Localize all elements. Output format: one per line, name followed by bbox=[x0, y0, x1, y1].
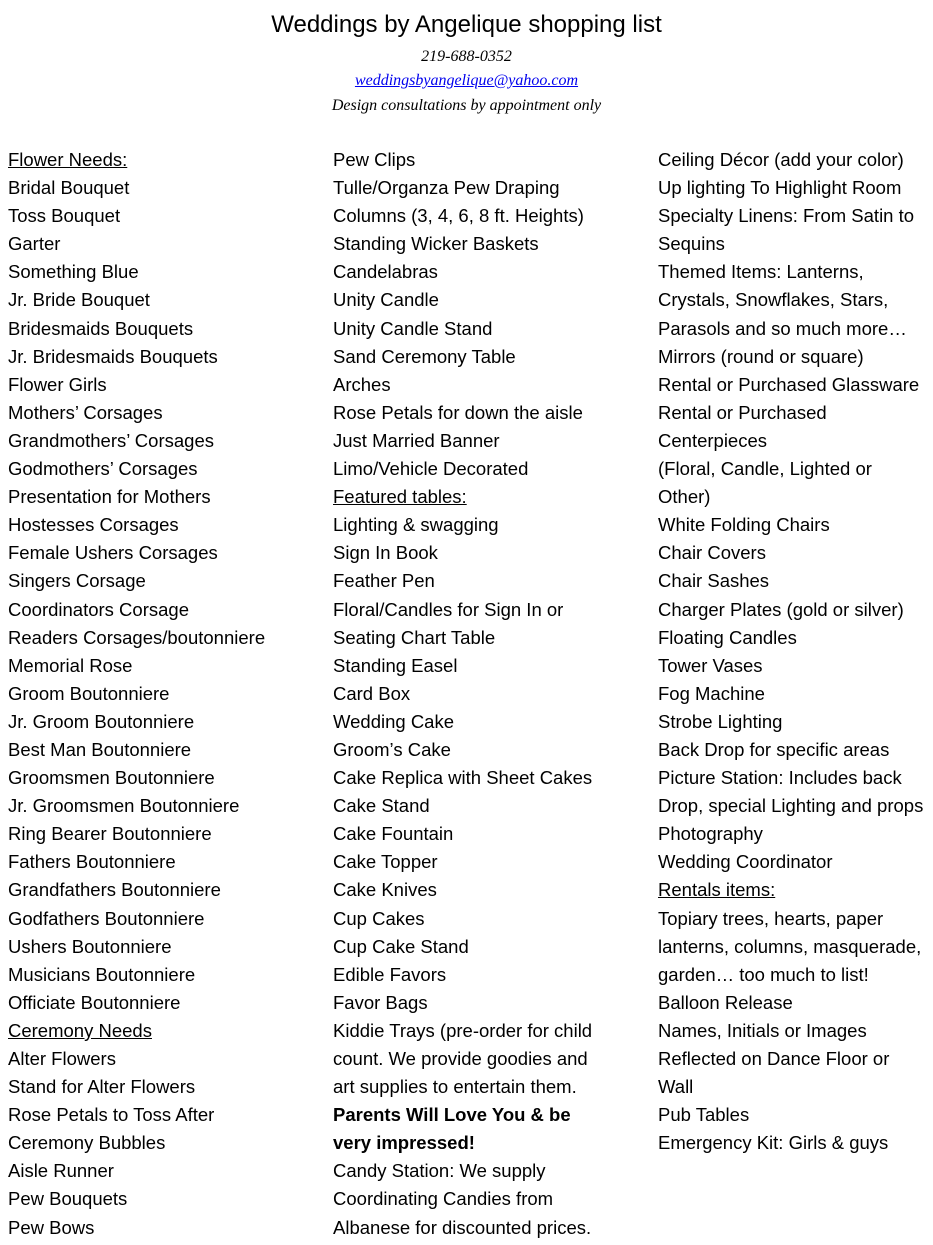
list-item: Ceremony Bubbles bbox=[8, 1132, 166, 1154]
list-item: Jr. Groomsmen Boutonniere bbox=[8, 795, 240, 817]
list-item: Jr. Bride Bouquet bbox=[8, 289, 150, 311]
list-item: Sand Ceremony Table bbox=[333, 345, 516, 367]
list-item: Groomsmen Boutonniere bbox=[8, 767, 215, 789]
list-item: Pew Bouquets bbox=[8, 1188, 128, 1210]
list-item: Presentation for Mothers bbox=[8, 486, 211, 508]
list-item: Cup Cake Stand bbox=[333, 935, 469, 957]
list-item: Unity Candle bbox=[333, 289, 439, 311]
list-item: Just Married Banner bbox=[333, 429, 500, 451]
list-item: Edible Favors bbox=[333, 963, 447, 985]
list-item: Fog Machine bbox=[658, 682, 765, 704]
list-item: Groom’s Cake bbox=[333, 738, 451, 760]
list-item: Something Blue bbox=[8, 261, 139, 283]
list-item: Flower Girls bbox=[8, 373, 107, 395]
list-item: Standing Easel bbox=[333, 654, 458, 676]
list-item: Favor Bags bbox=[333, 991, 428, 1013]
list-item: Grandfathers Boutonniere bbox=[8, 879, 221, 901]
list-item: Coordinating Candies from bbox=[333, 1188, 554, 1210]
list-item: Photography bbox=[658, 823, 763, 845]
section-heading: Ceremony Needs bbox=[8, 1019, 152, 1041]
list-item: Back Drop for specific areas bbox=[658, 738, 890, 760]
list-column-1 bbox=[8, 146, 265, 1242]
list-item: Specialty Linens: From Satin to bbox=[658, 205, 915, 227]
list-item: Groom Boutonniere bbox=[8, 682, 170, 704]
page-title: Weddings by Angelique shopping list bbox=[271, 11, 662, 38]
list-item: Arches bbox=[333, 373, 391, 395]
list-item: Feather Pen bbox=[333, 570, 435, 592]
list-item: Cake Stand bbox=[333, 795, 430, 817]
list-item: lanterns, columns, masquerade, bbox=[658, 935, 922, 957]
list-item: Names, Initials or Images bbox=[658, 1019, 867, 1041]
list-item: Crystals, Snowflakes, Stars, bbox=[658, 289, 889, 311]
list-item: Floating Candles bbox=[658, 626, 797, 648]
list-item: Bridesmaids Bouquets bbox=[8, 317, 194, 339]
list-item: Tower Vases bbox=[658, 654, 763, 676]
list-item: Candy Station: We supply bbox=[333, 1160, 546, 1182]
list-item: garden… too much to list! bbox=[658, 963, 869, 985]
section-heading: Flower Needs: bbox=[8, 149, 128, 170]
list-item: Parents Will Love You & be bbox=[333, 1104, 571, 1126]
list-item: Columns (3, 4, 6, 8 ft. Heights) bbox=[333, 205, 584, 227]
list-item: Balloon Release bbox=[658, 991, 793, 1013]
list-item: Officiate Boutonniere bbox=[8, 991, 181, 1013]
list-item: Picture Station: Includes back bbox=[658, 767, 902, 789]
list-item: Rose Petals to Toss After bbox=[8, 1104, 215, 1126]
list-item: Chair Covers bbox=[658, 542, 766, 564]
list-item: Mothers’ Corsages bbox=[8, 401, 163, 423]
list-item: Other) bbox=[658, 486, 711, 508]
list-item: Godfathers Boutonniere bbox=[8, 907, 205, 929]
email-line bbox=[0, 69, 933, 93]
list-item: Reflected on Dance Floor or bbox=[658, 1048, 890, 1069]
list-item: Pub Tables bbox=[658, 1104, 750, 1126]
phone-number: 219-688-0352 bbox=[421, 48, 512, 65]
list-item: count. We provide goodies and bbox=[333, 1048, 588, 1069]
list-item: Grandmothers’ Corsages bbox=[8, 429, 214, 451]
list-item: Charger Plates (gold or silver) bbox=[658, 598, 904, 620]
email-link[interactable]: weddingsbyangelique@yahoo.com bbox=[354, 72, 579, 89]
list-item: Alter Flowers bbox=[8, 1048, 116, 1069]
list-item: Sign In Book bbox=[333, 542, 438, 564]
list-item: Limo/Vehicle Decorated bbox=[333, 458, 529, 480]
list-item: Garter bbox=[8, 233, 61, 255]
list-item: Female Ushers Corsages bbox=[8, 542, 218, 564]
list-item: Albanese for discounted prices. bbox=[333, 1216, 592, 1238]
list-item: Ring Bearer Boutonniere bbox=[8, 823, 212, 845]
list-item: (Floral, Candle, Lighted or bbox=[658, 458, 872, 480]
list-item: Chair Sashes bbox=[658, 570, 770, 592]
list-item: Emergency Kit: Girls & guys bbox=[658, 1132, 889, 1154]
list-item: Aisle Runner bbox=[8, 1160, 114, 1182]
list-item: Card Box bbox=[333, 682, 411, 704]
list-item: Toss Bouquet bbox=[8, 205, 121, 227]
list-item: Parasols and so much more… bbox=[658, 317, 907, 339]
list-item: Musicians Boutonniere bbox=[8, 963, 196, 985]
list-item: Coordinators Corsage bbox=[8, 598, 189, 620]
list-item: Rose Petals for down the aisle bbox=[333, 401, 583, 423]
list-item: Mirrors (round or square) bbox=[658, 345, 864, 367]
list-item: Memorial Rose bbox=[8, 654, 133, 676]
list-item: Rental or Purchased Glassware bbox=[658, 373, 920, 395]
tagline: Design consultations by appointment only bbox=[331, 97, 602, 114]
list-item: Up lighting To Highlight Room bbox=[658, 177, 902, 199]
list-item: Floral/Candles for Sign In or bbox=[333, 598, 564, 620]
list-item: Cup Cakes bbox=[333, 907, 425, 929]
list-item: Readers Corsages/boutonniere bbox=[8, 626, 266, 648]
list-item: Singers Corsage bbox=[8, 570, 146, 592]
list-item: Seating Chart Table bbox=[333, 626, 496, 648]
list-item: Themed Items: Lanterns, bbox=[658, 261, 864, 283]
list-item: Strobe Lighting bbox=[658, 710, 783, 732]
list-item: Sequins bbox=[658, 233, 725, 255]
list-item: Candelabras bbox=[333, 261, 438, 283]
list-item: Topiary trees, hearts, paper bbox=[658, 907, 884, 929]
list-item: Wedding Cake bbox=[333, 710, 455, 732]
list-column-2 bbox=[333, 146, 592, 1242]
list-item: Ushers Boutonniere bbox=[8, 935, 172, 957]
list-item: art supplies to entertain them. bbox=[333, 1076, 577, 1098]
list-item: Standing Wicker Baskets bbox=[333, 233, 539, 255]
list-item: Wall bbox=[658, 1076, 694, 1098]
list-item: Fathers Boutonniere bbox=[8, 851, 176, 873]
list-item: Ceiling Décor (add your color) bbox=[658, 149, 904, 170]
list-item: Drop, special Lighting and props bbox=[658, 795, 924, 817]
list-item: Cake Topper bbox=[333, 851, 438, 873]
list-item: Pew Clips bbox=[333, 149, 416, 170]
list-item: Unity Candle Stand bbox=[333, 317, 493, 339]
section-heading: Featured tables: bbox=[333, 486, 467, 508]
list-item: Jr. Bridesmaids Bouquets bbox=[8, 345, 218, 367]
list-item: Wedding Coordinator bbox=[658, 851, 833, 873]
list-item: Best Man Boutonniere bbox=[8, 738, 192, 760]
list-item: Rental or Purchased bbox=[658, 401, 827, 423]
list-item: Tulle/Organza Pew Draping bbox=[333, 177, 560, 199]
list-item: Hostesses Corsages bbox=[8, 514, 179, 536]
list-item: Godmothers’ Corsages bbox=[8, 458, 198, 480]
list-column-3 bbox=[658, 146, 923, 1157]
list-item: Kiddie Trays (pre-order for child bbox=[333, 1019, 593, 1041]
list-item: Centerpieces bbox=[658, 429, 768, 451]
list-item: Bridal Bouquet bbox=[8, 177, 130, 199]
list-item: Cake Fountain bbox=[333, 823, 454, 845]
list-item: very impressed! bbox=[333, 1132, 475, 1154]
list-item: Pew Bows bbox=[8, 1216, 95, 1238]
list-item: Lighting & swagging bbox=[333, 514, 499, 536]
list-item: White Folding Chairs bbox=[658, 514, 830, 536]
list-item: Cake Replica with Sheet Cakes bbox=[333, 767, 593, 789]
list-item: Jr. Groom Boutonniere bbox=[8, 710, 195, 732]
list-item: Cake Knives bbox=[333, 879, 437, 901]
list-item: Stand for Alter Flowers bbox=[8, 1076, 196, 1098]
section-heading: Rentals items: bbox=[658, 879, 776, 901]
